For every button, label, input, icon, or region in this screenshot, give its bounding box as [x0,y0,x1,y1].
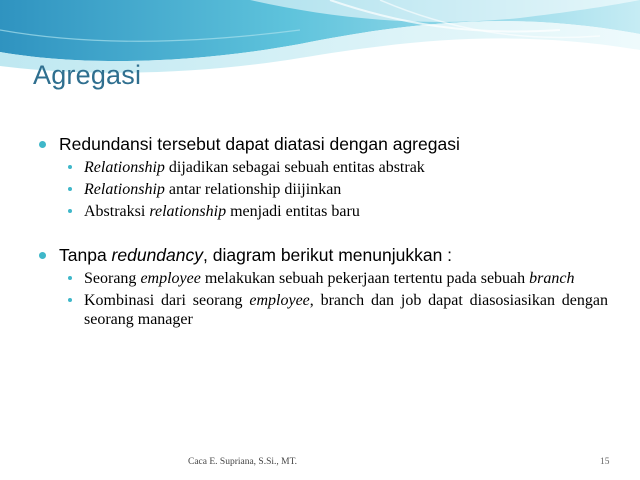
bullet-dot-icon [68,298,72,302]
bullet-dot-icon [68,165,72,169]
bullet-dot-icon [68,187,72,191]
sub-bullet: Relationship dijadikan sebagai sebuah entitas abstrak [38,158,608,177]
bullet-1: Redundansi tersebut dapat diatasi dengan agregasi [38,132,608,156]
sub-bullet: Relationship antar relationship diijinkan [38,180,608,199]
bullet-dot-icon [68,209,72,213]
sub-bullet: Kombinasi dari seorang employee, branch dan job dapat diasosiasikan dengan seorang manager [38,291,608,329]
bullet-dot-icon [68,276,72,280]
slide-content [38,132,608,329]
bullet-dot-icon [39,141,46,148]
slide-title: Agregasi [33,60,142,90]
sub-bullet: Abstraksi relationship menjadi entitas baru [38,202,608,221]
sub-bullet: Seorang employee melakukan sebuah pekerjaan tertentu pada sebuah branch [38,269,608,288]
footer-author: Caca E. Supriana, S.Si., MT. [188,457,298,467]
page-number: 15 [600,457,610,467]
bullet-dot-icon [39,252,46,259]
bullet-2: Tanpa redundancy, diagram berikut menunjukkan : [38,243,608,267]
